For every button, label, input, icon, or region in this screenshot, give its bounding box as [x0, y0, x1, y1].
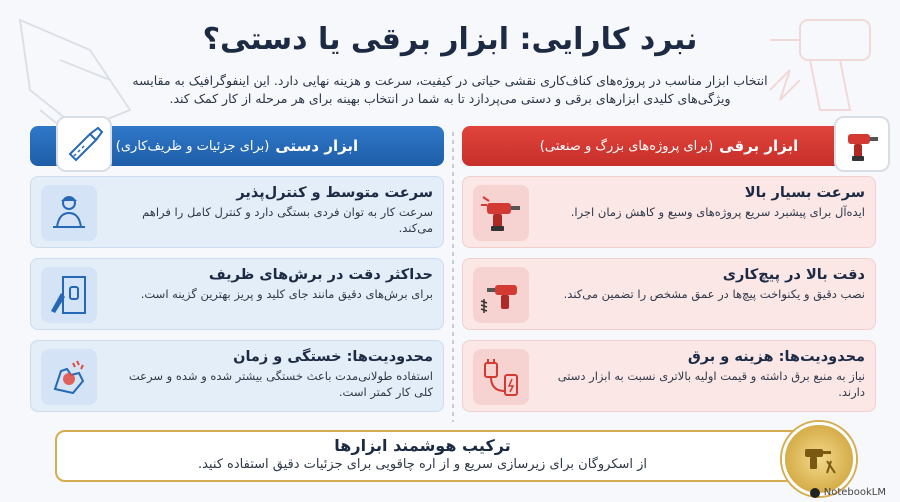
- smart-combo-banner: [55, 430, 850, 482]
- banner-title: ترکیب هوشمند ابزارها: [334, 436, 511, 455]
- banner-desc: از اسکروگان برای زیرسازی سریع و از اره چاقویی برای جزئیات دقیق استفاده کنید.: [197, 457, 648, 472]
- power-card-title: سرعت بسیار بالا: [744, 185, 865, 201]
- watermark-text: NotebookLM: [823, 487, 886, 498]
- manual-card-desc: برای برش‌های دقیق مانند جای کلید و پریز بهترین گزینه است.: [140, 287, 433, 301]
- power-card-title: محدودیت‌ها: هزینه و برق: [687, 349, 865, 365]
- power-card-title: دقت بالا در پیچ‌کاری: [722, 267, 865, 283]
- intro-text: انتخاب ابزار مناسب در پروژه‌های کناف‌کاری نقشی حیاتی در کیفیت، سرعت و هزینه نهایی دارد. این اینفوگرافیک به مقایسه ویژگی‌های کلیدی ابزارهای برقی و دستی می‌پردازد تا به شما در انتخاب بهینه برای هر مرحله از کار کمک کند.: [132, 73, 768, 106]
- precise-cut-icon: [41, 267, 97, 323]
- power-tools-column: [462, 126, 876, 412]
- plug-battery-icon: [473, 349, 529, 405]
- manual-card-precision: [30, 258, 444, 330]
- manual-card-limits: [30, 340, 444, 412]
- manual-card-title: سرعت متوسط و کنترل‌پذیر: [236, 185, 433, 201]
- power-tools-title: ابزار برقی: [719, 137, 799, 155]
- manual-card-speed: [30, 176, 444, 248]
- power-card-desc: نیاز به منبع برق داشته و قیمت اولیه بالاتری نسبت به ابزار دستی دارند.: [557, 369, 865, 399]
- notebooklm-logo-icon: [810, 488, 820, 498]
- power-tools-subtitle: (برای پروژه‌های بزرگ و صنعتی): [539, 138, 714, 154]
- drill-icon: [834, 116, 890, 172]
- power-card-desc: نصب دقیق و یکنواخت پیچ‌ها در عمق مشخص را تضمین می‌کند.: [563, 287, 865, 301]
- manual-tools-title: ابزار دستی: [275, 137, 359, 155]
- drill-icon: [473, 185, 529, 241]
- hand-saw-icon: [56, 116, 112, 172]
- page-title: نبرد کارایی: ابزار برقی یا دستی؟: [202, 22, 698, 57]
- manual-tools-header: [30, 126, 444, 166]
- watermark: [810, 487, 886, 498]
- manual-card-title: حداکثر دقت در برش‌های ظریف: [208, 267, 433, 283]
- manual-card-desc: سرعت کار به توان فردی بستگی دارد و کنترل کامل را فراهم می‌کند.: [142, 205, 433, 235]
- manual-card-desc: استفاده طولانی‌مدت باعث خستگی بیشتر شده و شده و سرعت کلی کار کمتر است.: [128, 369, 433, 399]
- column-divider: [452, 132, 454, 422]
- hand-pain-icon: [41, 349, 97, 405]
- manual-tools-subtitle: (برای جزئیات و ظریف‌کاری): [115, 138, 270, 154]
- power-tools-header: [462, 126, 876, 166]
- manual-card-title: محدودیت‌ها: خستگی و زمان: [233, 349, 433, 365]
- screw-drill-icon: [473, 267, 529, 323]
- worker-icon: [41, 185, 97, 241]
- manual-tools-column: [30, 126, 444, 412]
- power-card-limits: [462, 340, 876, 412]
- power-card-desc: ایده‌آل برای پیشبرد سریع پروژه‌های وسیع و کاهش زمان اجرا.: [570, 205, 865, 219]
- tools-medal-icon: [782, 422, 856, 496]
- power-card-precision: [462, 258, 876, 330]
- power-card-speed: [462, 176, 876, 248]
